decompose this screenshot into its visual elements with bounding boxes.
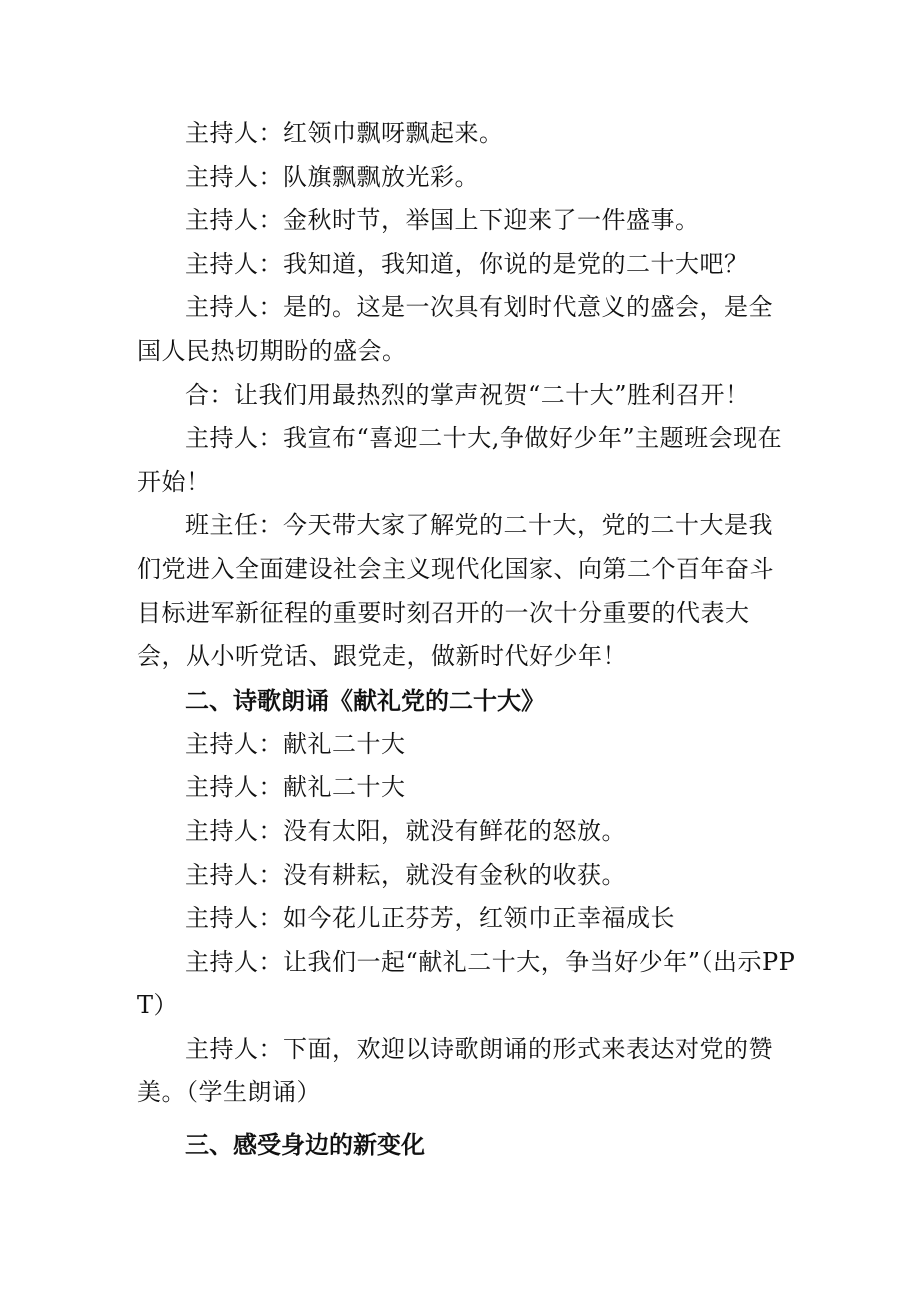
dialogue-line: 主持人：我宣布“喜迎二十大,争做好少年”主题班会现在开始！ [137, 424, 783, 496]
dialogue-line: 主持人：红领巾飘呀飘起来。 [185, 119, 504, 147]
poem-line: 主持人：下面，欢迎以诗歌朗诵的形式来表达对党的赞美。（学生朗诵） [137, 1034, 773, 1107]
dialogue-line: 主持人：金秋时节，举国上下迎来了一件盛事。 [185, 206, 700, 235]
poem-line: 主持人：如今花儿正芬芳，红领巾正幸福成长 [185, 904, 675, 933]
section-heading: 二、诗歌朗诵《献礼党的二十大》 [185, 686, 545, 715]
poem-line: 主持人：献礼二十大 [185, 773, 406, 802]
dialogue-line: 班主任：今天带大家了解党的二十大，党的二十大是我们党进入全面建设社会主义现代化国家、向第二个百年奋斗目标进军新征程的重要时刻召开的一次十分重要的代表大会，从小听党话、跟党走，做新时代好少年！ [137, 511, 774, 671]
dialogue-line: 合：让我们用最热烈的掌声祝贺“二十大”胜利召开！ [185, 380, 750, 409]
document-body [137, 112, 797, 1167]
dialogue-line: 主持人：是的。这是一次具有划时代意义的盛会，是全国人民热切期盼的盛会。 [137, 293, 773, 365]
poem-line: 主持人：没有耕耘，就没有金秋的收获。 [185, 860, 626, 889]
poem-line: 主持人：没有太阳，就没有鲜花的怒放。 [185, 816, 626, 845]
dialogue-line: 主持人：我知道，我知道，你说的是党的二十大吧？ [185, 249, 749, 278]
poem-line: 主持人：献礼二十大 [185, 729, 406, 758]
section-heading: 三、感受身边的新变化 [185, 1131, 425, 1160]
dialogue-line: 主持人：队旗飘飘放光彩。 [185, 162, 479, 191]
poem-line: 主持人：让我们一起“献礼二十大，争当好少年”（出示PPT） [137, 947, 796, 1020]
